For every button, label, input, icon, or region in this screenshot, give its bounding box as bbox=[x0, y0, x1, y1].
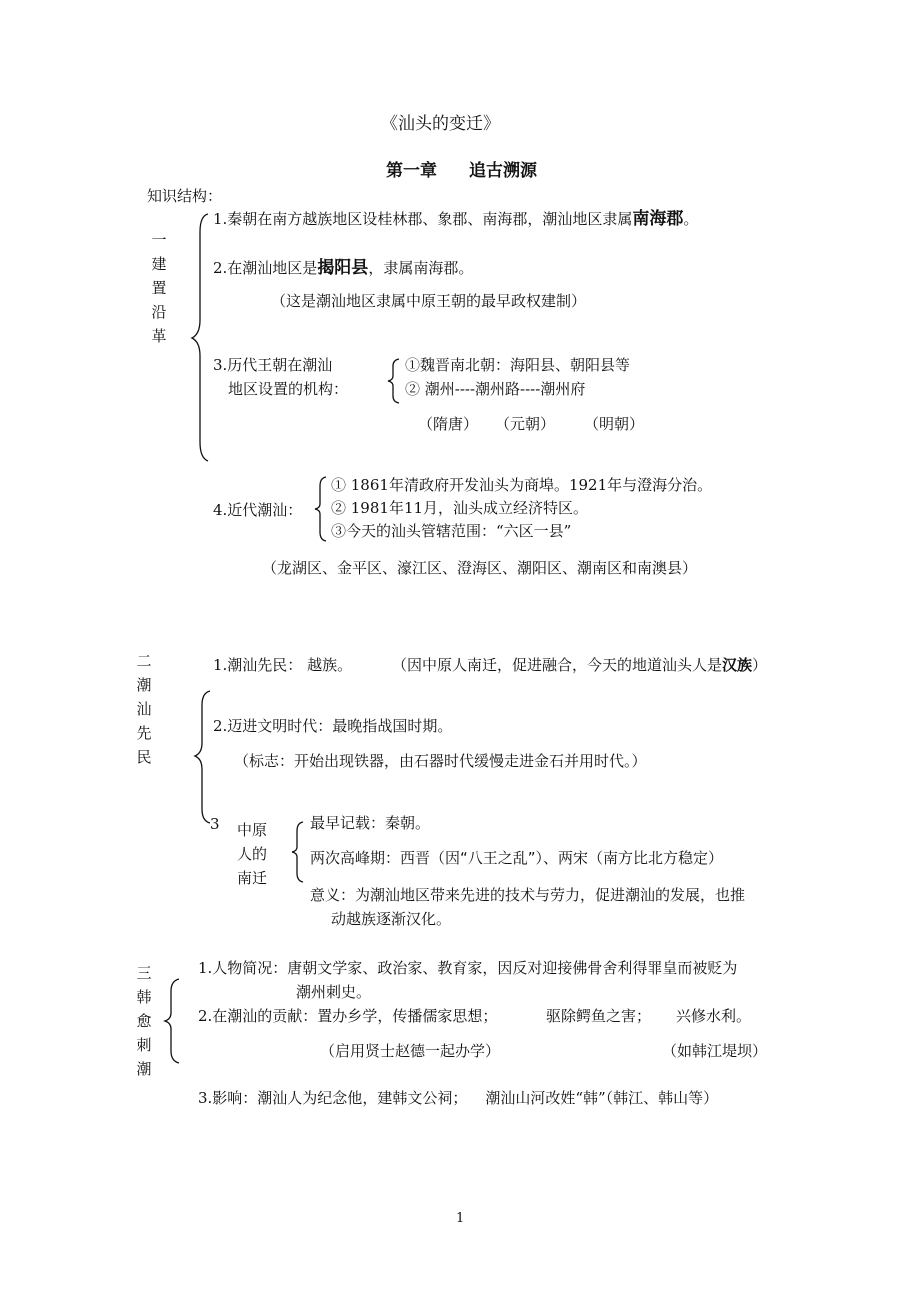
s1-item2-note: （这是潮汕地区隶属中原王朝的最早政权建制） bbox=[271, 292, 587, 310]
section3-label-char: 三 bbox=[136, 964, 152, 982]
s2-item1-note bbox=[392, 655, 767, 675]
section2-label-char: 潮 bbox=[136, 676, 152, 694]
s1-item3-era1: （隋唐） bbox=[418, 415, 479, 433]
s2-item1-text: 1.潮汕先民： 越族。 bbox=[213, 656, 353, 674]
s1-item4-brace bbox=[314, 476, 328, 542]
s1-item3-sub1: ①魏晋南北朝：海阳县、朝阳县等 bbox=[405, 356, 631, 374]
s2-item2-note: （标志：开始出现铁器，由石器时代缓慢走进金石并用时代。） bbox=[234, 752, 647, 770]
s2-item3-brace bbox=[291, 821, 305, 883]
s3-item2: 2.在潮汕的贡献：置办乡学，传播儒家思想； bbox=[198, 1007, 498, 1025]
section2-label-char: 民 bbox=[136, 748, 152, 766]
s1-item3-era3: （明朝） bbox=[584, 415, 645, 433]
s2-item1-bold: 汉族 bbox=[722, 656, 753, 674]
s1-item4-note: （龙湖区、金平区、濠江区、澄海区、潮阳区、潮南区和南澳县） bbox=[262, 559, 698, 577]
section3-brace bbox=[163, 977, 183, 1065]
s3-item2-note1: （启用贤士赵德一起办学） bbox=[320, 1042, 501, 1060]
s2-item3-meaning1: 意义：为潮汕地区带来先进的技术与劳力，促进潮汕的发展，也推 bbox=[310, 886, 746, 904]
section3-label-char: 潮 bbox=[136, 1060, 152, 1078]
s2-item3-num: 3 bbox=[210, 815, 220, 833]
s1-item4-sub3: ③今天的汕头管辖范围：“六区一县” bbox=[331, 522, 572, 540]
s2-item3-label-line: 人的 bbox=[236, 845, 267, 863]
s1-item4-label: 4.近代潮汕： bbox=[213, 501, 303, 519]
s2-item3-label-line: 南迁 bbox=[236, 869, 267, 887]
s2-item3-meaning2: 动越族逐渐汉化。 bbox=[331, 910, 452, 928]
section3-label-char: 愈 bbox=[136, 1012, 152, 1030]
s2-item1-note-text: （因中原人南迁，促进融合，今天的地道汕头人是 bbox=[392, 656, 723, 674]
s2-item2: 2.迈进文明时代：最晚指战国时期。 bbox=[213, 717, 453, 735]
section1-label-char: 置 bbox=[151, 279, 167, 297]
s1-item1-bold: 南海郡 bbox=[632, 209, 684, 229]
s1-item1 bbox=[213, 209, 698, 229]
section1-label-char: 沿 bbox=[151, 303, 167, 321]
section1-brace bbox=[190, 212, 214, 464]
s2-item3-sub2: 两次高峰期：西晋（因“八王之乱”）、两宋（南方比北方稳定） bbox=[310, 849, 724, 867]
section1-label bbox=[149, 228, 169, 348]
s2-item3-sub1: 最早记载：秦朝。 bbox=[310, 814, 431, 832]
s3-item3 bbox=[198, 1088, 718, 1108]
section3-label-char: 刺 bbox=[136, 1036, 152, 1054]
s1-item3-brace bbox=[387, 358, 401, 404]
section1-label-char: 革 bbox=[151, 327, 167, 345]
section2-label-char: 汕 bbox=[136, 700, 152, 718]
s1-item4-sub2: ② 1981年11月，汕头成立经济特区。 bbox=[331, 499, 589, 517]
chapter-title: 第一章 bbox=[386, 161, 437, 181]
s1-item1-end: 。 bbox=[683, 210, 699, 228]
section2-brace bbox=[193, 689, 215, 825]
s2-item1 bbox=[213, 655, 352, 675]
s3-item2-end: 兴修水利。 bbox=[676, 1007, 752, 1025]
s1-item4-sub1: ① 1861年清政府开发汕头为商埠。1921年与澄海分治。 bbox=[331, 476, 713, 494]
section2-label-char: 先 bbox=[136, 724, 152, 742]
s2-item3-label bbox=[235, 818, 269, 890]
s3-item1-line1: 1.人物简况：唐朝文学家、政治家、教育家，因反对迎接佛骨舍利得罪皇而被贬为 bbox=[198, 959, 738, 977]
doc-title: 《汕头的变迁》 bbox=[381, 114, 500, 134]
s1-item3-line1: 3.历代王朝在潮汕 bbox=[213, 356, 333, 374]
s3-item3-end: 潮汕山河改姓“韩”（韩江、韩山等） bbox=[485, 1089, 719, 1107]
section1-label-char: 一 bbox=[151, 231, 167, 249]
s1-item3-line2: 地区设置的机构： bbox=[228, 380, 349, 398]
section3-label bbox=[134, 961, 154, 1081]
structure-label: 知识结构： bbox=[147, 187, 223, 205]
s2-item3-label-line: 中原 bbox=[236, 821, 267, 839]
chapter-name: 追古溯源 bbox=[469, 161, 537, 181]
section1-label-char: 建 bbox=[151, 255, 167, 273]
section2-label bbox=[134, 649, 154, 769]
section3-label-char: 韩 bbox=[136, 988, 152, 1006]
s3-item2-mid: 驱除鳄鱼之害； bbox=[546, 1007, 652, 1025]
s3-item3-text: 3.影响：潮汕人为纪念他，建韩文公祠； bbox=[198, 1089, 468, 1107]
s3-item1-line2: 潮州刺史。 bbox=[296, 983, 372, 1001]
s1-item2-bold: 揭阳县 bbox=[317, 258, 369, 278]
section2-label-char: 二 bbox=[136, 652, 152, 670]
s1-item2-text: 2.在潮汕地区是 bbox=[213, 259, 318, 277]
s1-item2-end: ，隶属南海郡。 bbox=[368, 259, 474, 277]
s3-item2-note2: （如韩江堤坝） bbox=[662, 1042, 768, 1060]
s2-item1-end: ） bbox=[752, 656, 768, 674]
s1-item3-era2: （元朝） bbox=[495, 415, 556, 433]
page-number: 1 bbox=[456, 1211, 465, 1226]
s1-item3-sub2: ② 潮州----潮州路----潮州府 bbox=[405, 380, 586, 398]
s1-item2 bbox=[213, 258, 473, 278]
s1-item1-text: 1.秦朝在南方越族地区设桂林郡、象郡、南海郡，潮汕地区隶属 bbox=[213, 210, 633, 228]
